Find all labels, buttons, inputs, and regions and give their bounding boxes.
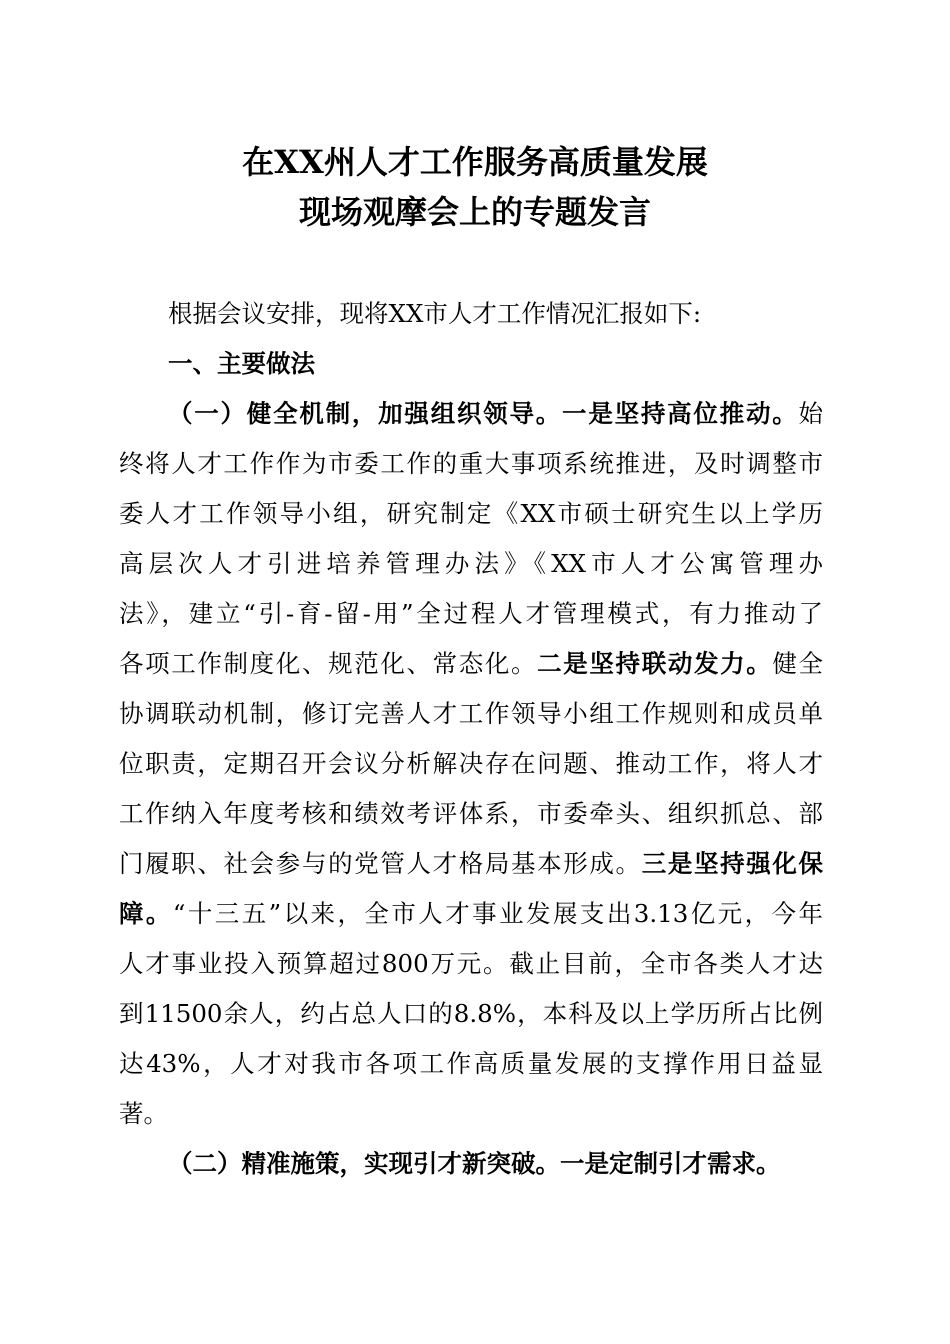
bold-run: 障。 (119, 899, 173, 928)
text-run: 各项工作制度化、规范化、常态化。 (119, 649, 538, 678)
paragraph-line: 工作纳入年度考核和绩效考评体系，市委牵头、组织抓总、部 (119, 799, 823, 828)
paragraph-line: 委人才工作领导小组，研究制定《XX市硕士研究生以上学历 (119, 499, 823, 528)
intro-paragraph: 根据会议安排，现将XX市人才工作情况汇报如下: (168, 299, 702, 328)
paragraph-line: 法》，建立“引-育-留-用”全过程人才管理模式，有力推动了 (119, 599, 823, 628)
text-run: 始 (798, 399, 823, 428)
section-heading: 一、主要做法 (168, 349, 315, 378)
bold-run: （一）健全机制，加强组织领导。一是坚持高位推动。 (168, 399, 799, 428)
paragraph-line (119, 847, 823, 881)
paragraph-line: 终将人才工作作为市委工作的重大事项系统推进，及时调整市 (119, 449, 823, 478)
title-line-2: 现场观摩会上的专题发言 (298, 193, 651, 231)
paragraph-line: 协调联动机制，修订完善人才工作领导小组工作规则和成员单 (119, 699, 823, 728)
paragraph-line: 高层次人才引进培养管理办法》《XX市人才公寓管理办 (119, 549, 823, 578)
paragraph-line: 到11500余人，约占总人口的8.8%，本科及以上学历所占比例 (119, 999, 823, 1028)
paragraph-line: 达43%，人才对我市各项工作高质量发展的支撑作用日益显 (119, 1049, 823, 1078)
bold-run: 二是坚持联动发力。 (537, 649, 773, 678)
paragraph-line (119, 897, 823, 931)
paragraph-line: 著。 (119, 1099, 168, 1128)
paragraph-line: 位职责，定期召开会议分析解决存在问题、推动工作，将人才 (119, 749, 823, 778)
text-run: 健全 (772, 649, 824, 678)
bold-run: 三是坚持强化保 (641, 849, 824, 878)
paragraph-line (119, 647, 823, 681)
subsection-heading: （二）精准施策，实现引才新突破。一是定制引才需求。 (168, 1149, 781, 1178)
text-run: 门履职、社会参与的党管人才格局基本形成。 (119, 849, 642, 878)
title-line-1: 在XX州人才工作服务高质量发展 (242, 143, 708, 181)
text-run: “十三五”以来，全市人才事业发展支出3.13亿元，今年 (172, 899, 823, 928)
paragraph-line: 人才事业投入预算超过800万元。截止目前，全市各类人才达 (119, 949, 823, 978)
paragraph-line (168, 397, 823, 431)
